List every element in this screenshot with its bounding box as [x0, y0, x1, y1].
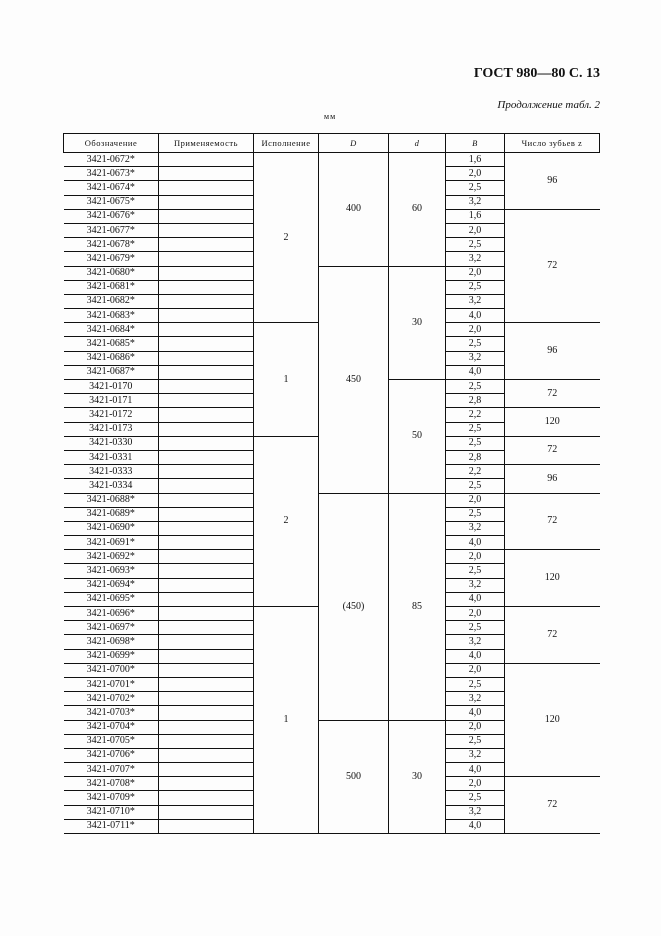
B-cell: 1,6 — [446, 153, 505, 167]
applicability-cell — [159, 195, 254, 209]
applicability-cell — [159, 450, 254, 464]
designation-cell: 3421-0693* — [64, 564, 159, 578]
designation-cell: 3421-0710* — [64, 805, 159, 819]
designation-cell: 3421-0696* — [64, 607, 159, 621]
B-cell: 2,5 — [446, 734, 505, 748]
teeth-count-cell: 120 — [505, 408, 600, 436]
B-cell: 3,2 — [446, 252, 505, 266]
d-cell: 50 — [389, 380, 446, 494]
applicability-cell — [159, 734, 254, 748]
col-header-d: d — [389, 134, 446, 153]
applicability-cell — [159, 479, 254, 493]
B-cell: 3,2 — [446, 294, 505, 308]
teeth-count-cell: 96 — [505, 323, 600, 380]
B-cell: 2,5 — [446, 380, 505, 394]
B-cell: 2,8 — [446, 394, 505, 408]
applicability-cell — [159, 791, 254, 805]
designation-cell: 3421-0672* — [64, 153, 159, 167]
teeth-count-cell: 120 — [505, 550, 600, 607]
d-cell: 30 — [389, 266, 446, 380]
applicability-cell — [159, 422, 254, 436]
applicability-cell — [159, 592, 254, 606]
designation-cell: 3421-0691* — [64, 536, 159, 550]
applicability-cell — [159, 351, 254, 365]
designation-cell: 3421-0678* — [64, 238, 159, 252]
applicability-cell — [159, 337, 254, 351]
applicability-cell — [159, 507, 254, 521]
B-cell: 4,0 — [446, 819, 505, 833]
applicability-cell — [159, 408, 254, 422]
applicability-cell — [159, 706, 254, 720]
designation-cell: 3421-0685* — [64, 337, 159, 351]
applicability-cell — [159, 805, 254, 819]
table-row — [64, 493, 600, 507]
applicability-cell — [159, 578, 254, 592]
applicability-cell — [159, 209, 254, 223]
B-cell: 2,5 — [446, 621, 505, 635]
execution-cell: 1 — [254, 323, 319, 437]
applicability-cell — [159, 365, 254, 379]
applicability-cell — [159, 266, 254, 280]
designation-cell: 3421-0172 — [64, 408, 159, 422]
B-cell: 2,0 — [446, 323, 505, 337]
designation-cell: 3421-0684* — [64, 323, 159, 337]
designation-cell: 3421-0689* — [64, 507, 159, 521]
B-cell: 2,5 — [446, 181, 505, 195]
B-cell: 2,0 — [446, 493, 505, 507]
B-cell: 2,5 — [446, 507, 505, 521]
designation-cell: 3421-0690* — [64, 521, 159, 535]
applicability-cell — [159, 436, 254, 450]
applicability-cell — [159, 238, 254, 252]
designation-cell: 3421-0171 — [64, 394, 159, 408]
B-cell: 2,0 — [446, 607, 505, 621]
applicability-cell — [159, 153, 254, 167]
teeth-count-cell: 72 — [505, 493, 600, 550]
B-cell: 4,0 — [446, 706, 505, 720]
designation-cell: 3421-0711* — [64, 819, 159, 833]
designation-cell: 3421-0682* — [64, 294, 159, 308]
B-cell: 2,2 — [446, 465, 505, 479]
designation-cell: 3421-0683* — [64, 309, 159, 323]
designation-cell: 3421-0692* — [64, 550, 159, 564]
teeth-count-cell: 96 — [505, 465, 600, 493]
B-cell: 2,5 — [446, 436, 505, 450]
applicability-cell — [159, 167, 254, 181]
B-cell: 3,2 — [446, 805, 505, 819]
applicability-cell — [159, 294, 254, 308]
B-cell: 4,0 — [446, 592, 505, 606]
col-header-D: D — [319, 134, 389, 153]
designation-cell: 3421-0675* — [64, 195, 159, 209]
applicability-cell — [159, 635, 254, 649]
applicability-cell — [159, 536, 254, 550]
designation-cell: 3421-0331 — [64, 450, 159, 464]
teeth-count-cell: 72 — [505, 607, 600, 664]
applicability-cell — [159, 309, 254, 323]
B-cell: 2,0 — [446, 167, 505, 181]
B-cell: 2,5 — [446, 564, 505, 578]
execution-cell: 1 — [254, 607, 319, 834]
designation-cell: 3421-0686* — [64, 351, 159, 365]
D-cell: (450) — [319, 493, 389, 720]
designation-cell: 3421-0677* — [64, 223, 159, 237]
B-cell: 3,2 — [446, 195, 505, 209]
designation-cell: 3421-0708* — [64, 777, 159, 791]
designation-cell: 3421-0330 — [64, 436, 159, 450]
col-header-B: B — [446, 134, 505, 153]
B-cell: 2,0 — [446, 720, 505, 734]
B-cell: 2,0 — [446, 663, 505, 677]
designation-cell: 3421-0334 — [64, 479, 159, 493]
B-cell: 3,2 — [446, 351, 505, 365]
B-cell: 4,0 — [446, 365, 505, 379]
B-cell: 2,5 — [446, 479, 505, 493]
applicability-cell — [159, 777, 254, 791]
B-cell: 3,2 — [446, 748, 505, 762]
specification-table — [63, 133, 600, 834]
applicability-cell — [159, 720, 254, 734]
teeth-count-cell: 72 — [505, 777, 600, 834]
designation-cell: 3421-0706* — [64, 748, 159, 762]
designation-cell: 3421-0170 — [64, 380, 159, 394]
designation-cell: 3421-0687* — [64, 365, 159, 379]
designation-cell: 3421-0703* — [64, 706, 159, 720]
designation-cell: 3421-0699* — [64, 649, 159, 663]
applicability-cell — [159, 692, 254, 706]
applicability-cell — [159, 223, 254, 237]
execution-cell: 2 — [254, 436, 319, 606]
applicability-cell — [159, 663, 254, 677]
designation-cell: 3421-0701* — [64, 677, 159, 691]
applicability-cell — [159, 493, 254, 507]
D-cell: 450 — [319, 266, 389, 493]
teeth-count-cell: 120 — [505, 663, 600, 777]
designation-cell: 3421-0333 — [64, 465, 159, 479]
applicability-cell — [159, 465, 254, 479]
col-header-teeth: Число зубьев z — [505, 134, 600, 153]
applicability-cell — [159, 521, 254, 535]
teeth-count-cell: 72 — [505, 380, 600, 408]
designation-cell: 3421-0695* — [64, 592, 159, 606]
D-cell: 500 — [319, 720, 389, 834]
applicability-cell — [159, 380, 254, 394]
B-cell: 3,2 — [446, 635, 505, 649]
designation-cell: 3421-0705* — [64, 734, 159, 748]
applicability-cell — [159, 564, 254, 578]
execution-cell: 2 — [254, 153, 319, 323]
applicability-cell — [159, 763, 254, 777]
designation-cell: 3421-0704* — [64, 720, 159, 734]
designation-cell: 3421-0681* — [64, 280, 159, 294]
designation-cell: 3421-0676* — [64, 209, 159, 223]
B-cell: 2,0 — [446, 223, 505, 237]
designation-cell: 3421-0173 — [64, 422, 159, 436]
applicability-cell — [159, 819, 254, 833]
designation-cell: 3421-0702* — [64, 692, 159, 706]
B-cell: 2,5 — [446, 422, 505, 436]
col-header-execution: Исполнение — [254, 134, 319, 153]
table-header-row — [64, 134, 600, 153]
B-cell: 2,5 — [446, 791, 505, 805]
designation-cell: 3421-0673* — [64, 167, 159, 181]
document-header: ГОСТ 980—80 С. 13 — [473, 66, 600, 81]
designation-cell: 3421-0700* — [64, 663, 159, 677]
B-cell: 2,0 — [446, 266, 505, 280]
B-cell: 3,2 — [446, 521, 505, 535]
applicability-cell — [159, 394, 254, 408]
table-row — [64, 153, 600, 167]
B-cell: 2,5 — [446, 238, 505, 252]
B-cell: 4,0 — [446, 536, 505, 550]
applicability-cell — [159, 550, 254, 564]
col-header-applicability: Применяемость — [159, 134, 254, 153]
B-cell: 3,2 — [446, 578, 505, 592]
applicability-cell — [159, 252, 254, 266]
designation-cell: 3421-0679* — [64, 252, 159, 266]
applicability-cell — [159, 181, 254, 195]
B-cell: 4,0 — [446, 649, 505, 663]
teeth-count-cell: 72 — [505, 436, 600, 464]
B-cell: 4,0 — [446, 309, 505, 323]
designation-cell: 3421-0674* — [64, 181, 159, 195]
B-cell: 2,0 — [446, 550, 505, 564]
applicability-cell — [159, 607, 254, 621]
table-continuation-label: Продолжение табл. 2 — [497, 99, 600, 111]
d-cell: 60 — [389, 153, 446, 267]
d-cell: 30 — [389, 720, 446, 834]
designation-cell: 3421-0688* — [64, 493, 159, 507]
B-cell: 2,5 — [446, 677, 505, 691]
d-cell: 85 — [389, 493, 446, 720]
B-cell: 2,2 — [446, 408, 505, 422]
designation-cell: 3421-0697* — [64, 621, 159, 635]
B-cell: 2,8 — [446, 450, 505, 464]
D-cell: 400 — [319, 153, 389, 267]
B-cell: 1,6 — [446, 209, 505, 223]
applicability-cell — [159, 649, 254, 663]
unit-label: мм — [324, 112, 337, 121]
B-cell: 2,5 — [446, 280, 505, 294]
B-cell: 2,0 — [446, 777, 505, 791]
B-cell: 4,0 — [446, 763, 505, 777]
applicability-cell — [159, 323, 254, 337]
designation-cell: 3421-0698* — [64, 635, 159, 649]
teeth-count-cell: 72 — [505, 209, 600, 323]
designation-cell: 3421-0694* — [64, 578, 159, 592]
applicability-cell — [159, 280, 254, 294]
teeth-count-cell: 96 — [505, 153, 600, 210]
applicability-cell — [159, 621, 254, 635]
applicability-cell — [159, 748, 254, 762]
designation-cell: 3421-0709* — [64, 791, 159, 805]
B-cell: 2,5 — [446, 337, 505, 351]
col-header-designation: Обозначение — [64, 134, 159, 153]
applicability-cell — [159, 677, 254, 691]
designation-cell: 3421-0680* — [64, 266, 159, 280]
B-cell: 3,2 — [446, 692, 505, 706]
designation-cell: 3421-0707* — [64, 763, 159, 777]
